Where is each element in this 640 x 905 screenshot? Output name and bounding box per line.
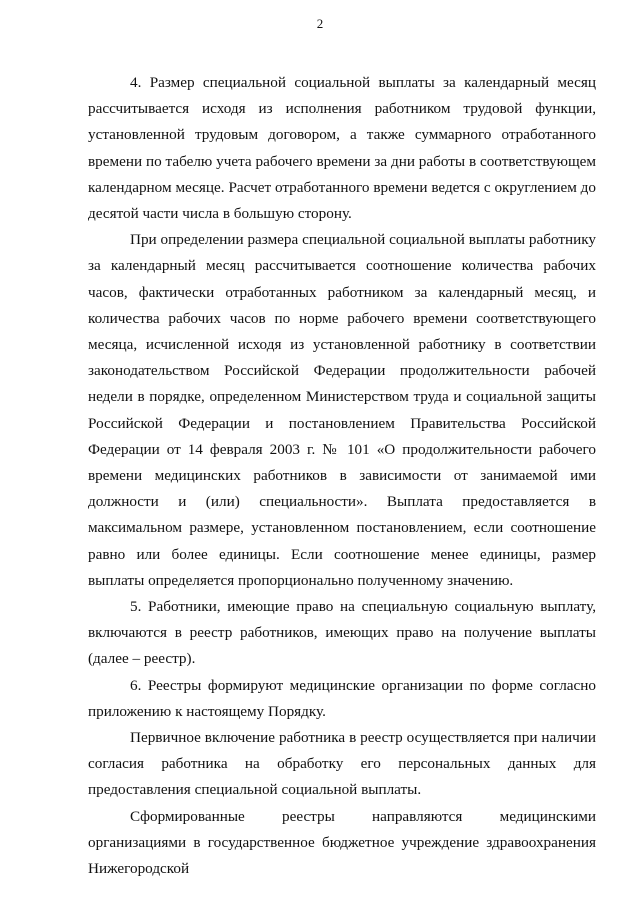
paragraph-item-4-payment-size: 4. Размер специальной социальной выплаты за календарный месяц рассчитывается исходя из исполнения работником трудовой функции, установленной трудовым договором, а также суммарного отработанного времени по табелю учета рабочего времени за дни работы в соответствующем календарном месяце. Расчет отработанного времени ведется с округлением до десятой части числа в большую сторону. <box>88 74 596 223</box>
paragraph-initial-inclusion: Первичное включение работника в реестр осуществляется при наличии согласия работника на обработку его персональных данных для предоставления специальной социальной выплаты. <box>88 729 596 799</box>
paragraph-hours-ratio: При определении размера специальной социальной выплаты работнику за календарный месяц рассчитывается соотношение количества рабочих часов, фактически отработанных работником за календарный месяц, и количества рабочих часов по норме рабочего времени соответствующего месяца, исчисленной исходя из установленной работнику в соответствии законодательством Российской Федерации продолжительности рабочей недели в порядке, определенном Министерством труда и социальной защиты Российской Федерации и постановлением Правительства Российской Федерации от 14 февраля 2003 г. № 101 «О продолжительности рабочего времени медицинских работников в зависимости от занимаемой ими должности и (или) специальности». Выплата предоставляется в максимальном размере, установленном постановлением, если соотношение равно или более единицы. Если соотношение менее единицы, размер выплаты определяется пропорционально полученному значению. <box>88 231 596 589</box>
paragraph-item-5-registry: 5. Работники, имеющие право на специальную социальную выплату, включаются в реестр работников, имеющих право на получение выплаты (далее – реестр). <box>88 598 596 668</box>
document-body <box>88 70 596 882</box>
page-number: 2 <box>316 16 324 31</box>
paragraph-item-6-registry-formation: 6. Реестры формируют медицинские организации по форме согласно приложению к настоящему Порядку. <box>88 676 596 720</box>
paragraph-registry-submission: Сформированные реестры направляются медицинскими организациями в государственное бюджетное учреждение здравоохранения Нижегородской <box>88 807 596 878</box>
